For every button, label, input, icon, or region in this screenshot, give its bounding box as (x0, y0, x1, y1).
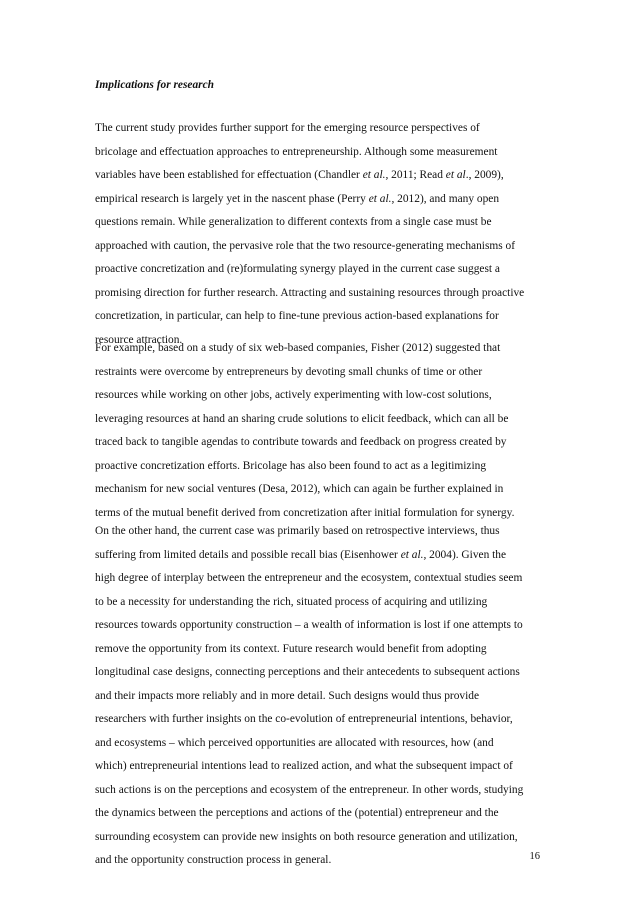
text-line (95, 305, 555, 329)
text-line (95, 478, 555, 502)
text-line (95, 408, 555, 432)
text-line (95, 849, 555, 873)
text-segment: such actions is on the perceptions and ecosystem of the entrepreneur. In other words, studying (95, 783, 524, 796)
text-segment: high degree of interplay between the entrepreneur and the ecosystem, contextual studies seem (95, 572, 523, 584)
text-line (95, 211, 555, 235)
text-line (95, 361, 555, 385)
text-segment: resource attraction. (95, 333, 183, 346)
text-segment: terms of the mutual benefit derived from concretization after initial formulation for synergy. (95, 506, 515, 519)
text-line (95, 258, 555, 282)
text-line (95, 826, 555, 850)
italic-text-segment: et al., (368, 192, 395, 205)
text-segment: 2012), and many open (394, 192, 500, 205)
text-line (95, 732, 555, 756)
text-line (95, 802, 555, 826)
text-segment: and their impacts more reliably and in more detail. Such designs would thus provide (95, 689, 480, 702)
text-line (95, 282, 555, 306)
text-segment: to be a necessity for understanding the rich, situated process of acquiring and utilizing (95, 595, 488, 608)
text-line (95, 544, 555, 568)
text-segment: and ecosystems – which perceived opportunities are allocated with resources, how (and (95, 736, 494, 749)
text-segment: surrounding ecosystem can provide new insights on both resource generation and utilization, (95, 830, 518, 843)
text-segment: the dynamics between the perceptions and actions of the (potential) entrepreneur and the (95, 807, 499, 819)
text-segment: restraints were overcome by entrepreneurs by devoting small chunks of time or other (95, 365, 483, 378)
text-line (95, 164, 555, 188)
italic-text-segment: et al., (362, 169, 389, 181)
text-segment: which) entrepreneurial intentions lead to realized action, and what the subsequent impact of (95, 760, 513, 772)
page-number: 16 (529, 851, 540, 862)
text-segment: variables have been established for effectuation (Chandler (95, 169, 363, 181)
text-segment: resources towards opportunity construction – a wealth of information is lost if one attempts to (95, 619, 523, 631)
text-segment: resources while working on other jobs, actively experimenting with low-cost solutions, (95, 389, 492, 401)
text-line (95, 431, 555, 455)
text-line (95, 567, 555, 591)
text-segment: promising direction for further research. Attracting and sustaining resources through proactive (95, 286, 525, 299)
text-line (95, 141, 555, 165)
text-segment: approached with caution, the pervasive role that the two resource-generating mechanisms of (95, 239, 516, 252)
text-line (95, 455, 555, 479)
text-line (95, 685, 555, 709)
text-segment: suffering from limited details and possible recall bias (Eisenhower (95, 548, 401, 561)
text-segment: 2004). Given the (426, 548, 507, 561)
text-segment: and the opportunity construction process in general. (95, 854, 332, 866)
italic-text-segment: et al., (400, 548, 427, 561)
text-segment: longitudinal case designs, connecting perceptions and their antecedents to subsequent actions (95, 666, 520, 678)
text-line (95, 384, 555, 408)
text-line (95, 614, 555, 638)
text-line (95, 708, 555, 732)
text-line (95, 235, 555, 259)
text-segment: traced back to tangible agendas to contribute towards and feedback on progress created by (95, 436, 507, 448)
text-segment: bricolage and effectuation approaches to entrepreneurship. Although some measurement (95, 145, 498, 158)
text-segment: For example, based on a study of six web-based companies, Fisher (2012) suggested that (95, 342, 501, 354)
text-segment: proactive concretization efforts. Bricolage has also been found to act as a legitimizing (95, 459, 487, 472)
text-line (95, 661, 555, 685)
text-line (95, 638, 555, 662)
text-line (95, 337, 555, 361)
text-line (95, 779, 555, 803)
text-line (95, 188, 555, 212)
text-line (95, 591, 555, 615)
paragraph-implications (95, 117, 555, 352)
text-segment: remove the opportunity from its context. Future research would benefit from adopting (95, 642, 487, 655)
text-segment: questions remain. While generalization to different contexts from a single case must be (95, 216, 492, 228)
text-segment: ., 2009), (465, 169, 504, 181)
text-line (95, 117, 555, 141)
section-heading: Implications for research (95, 79, 214, 91)
text-line (95, 755, 555, 779)
text-segment: The current study provides further support for the emerging resource perspectives of (95, 122, 480, 134)
paragraph-limitations (95, 520, 555, 873)
text-segment: mechanism for new social ventures (Desa, 2012), which can again be further explained in (95, 483, 504, 495)
text-segment: 2011; Read (388, 169, 446, 181)
italic-text-segment: et al (445, 169, 466, 181)
text-segment: concretization, in particular, can help to fine-tune previous action-based explanations for (95, 310, 499, 322)
text-line (95, 520, 555, 544)
text-segment: empirical research is largely yet in the nascent phase (Perry (95, 192, 369, 205)
paragraph-example (95, 337, 555, 525)
text-segment: On the other hand, the current case was primarily based on retrospective interviews, thus (95, 525, 500, 537)
text-segment: leveraging resources at hand an sharing crude solutions to elicit feedback, which can all be (95, 412, 509, 425)
text-segment: proactive concretization and (re)formulating synergy played in the current case suggest a (95, 263, 500, 275)
text-segment: researchers with further insights on the co-evolution of entrepreneurial intentions, behavior, (95, 713, 513, 725)
